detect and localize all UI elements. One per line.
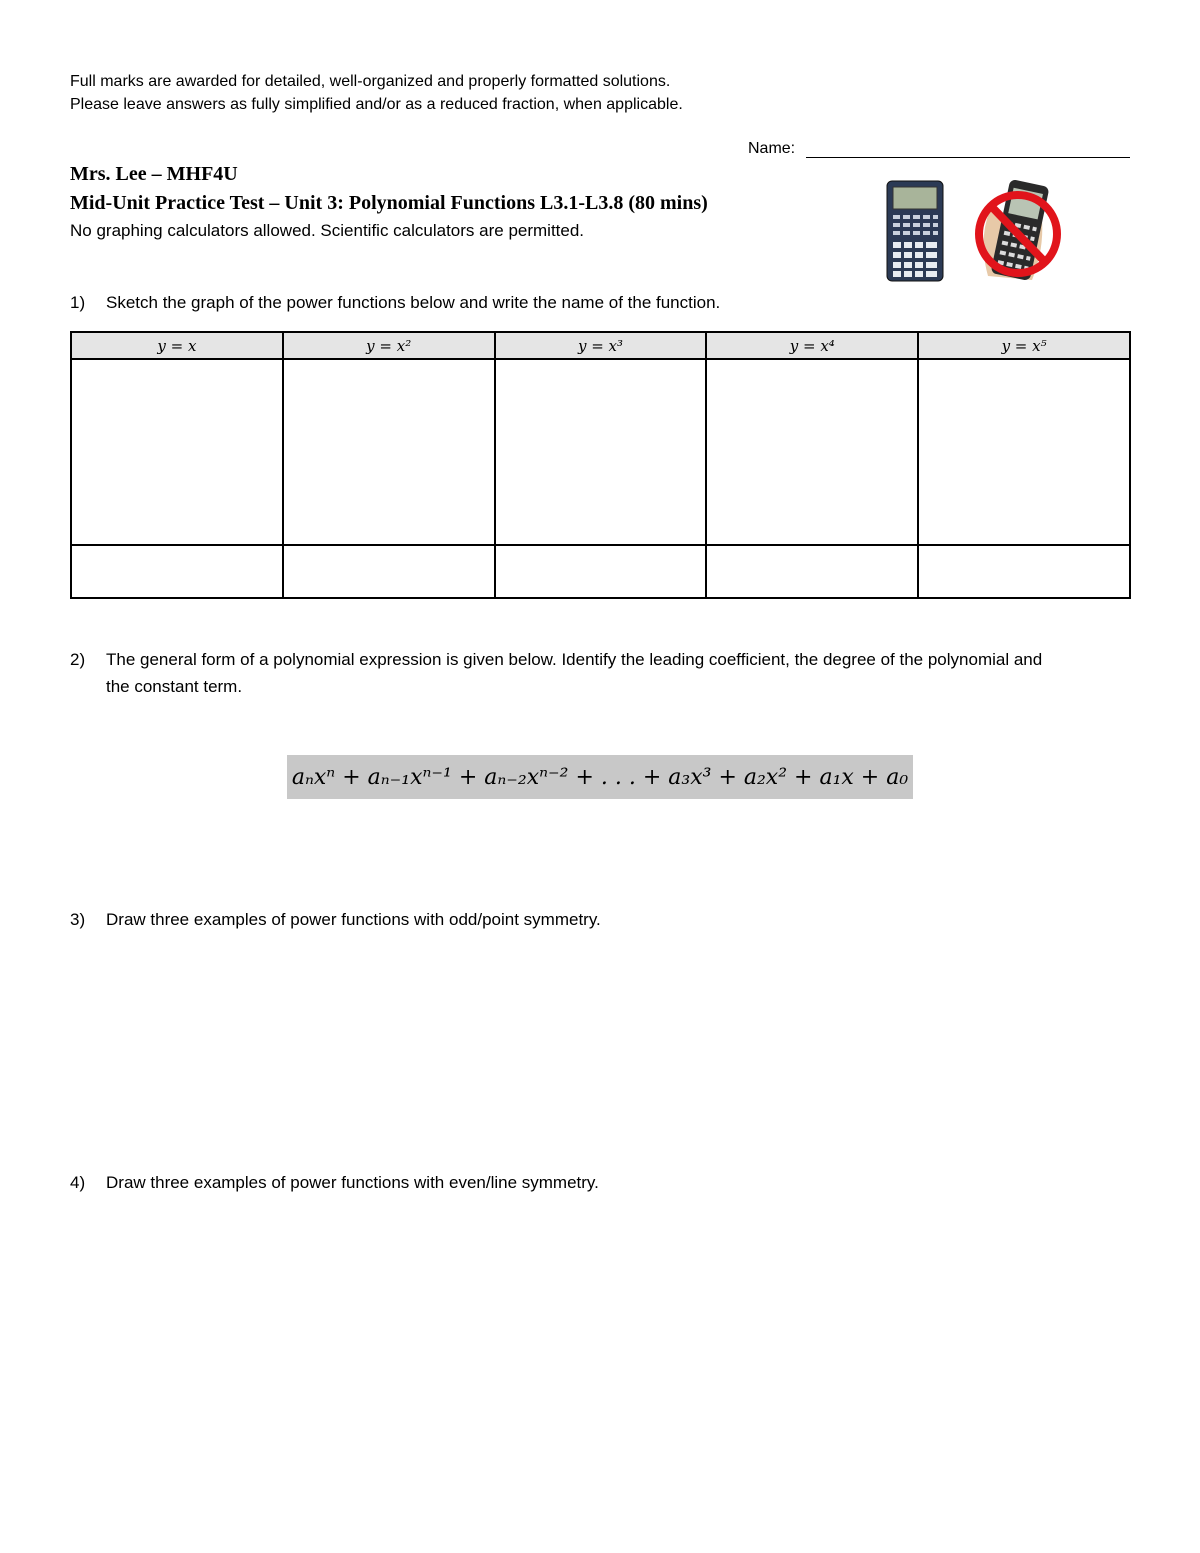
instructions xyxy=(70,70,683,116)
function-name-cell[interactable] xyxy=(918,545,1130,598)
scientific-calculator-icon xyxy=(886,180,944,282)
graph-cell[interactable] xyxy=(706,359,918,545)
no-graphing-calculator-icon xyxy=(972,180,1064,284)
graph-cell[interactable] xyxy=(495,359,707,545)
question-number: 1) xyxy=(70,293,86,312)
test-title: Mid-Unit Practice Test – Unit 3: Polynomial Functions L3.1-L3.8 (80 mins) xyxy=(70,192,708,214)
table-header: y = x² xyxy=(283,332,495,359)
question-3 xyxy=(70,910,601,930)
instruction-line: Please leave answers as fully simplified and/or as a reduced fraction, when applicable. xyxy=(70,96,683,113)
name-label: Name: xyxy=(748,140,796,157)
question-4 xyxy=(70,1173,599,1193)
power-functions-table xyxy=(70,331,1131,599)
function-name-cell[interactable] xyxy=(71,545,283,598)
instruction-line: Full marks are awarded for detailed, well-organized and properly formatted solutions. xyxy=(70,73,671,90)
question-text: The general form of a polynomial expression is given below. Identify the leading coefficient, the degree of the polynomial and the constant term. xyxy=(106,650,1043,696)
function-name-cell[interactable] xyxy=(706,545,918,598)
table-header: y = x xyxy=(71,332,283,359)
table-header-row xyxy=(71,332,1130,359)
question-number: 4) xyxy=(70,1173,86,1192)
function-name-cell[interactable] xyxy=(495,545,707,598)
graph-row xyxy=(71,359,1130,545)
question-2 xyxy=(70,646,1070,700)
question-text: Draw three examples of power functions with even/line symmetry. xyxy=(106,1173,599,1192)
question-number: 3) xyxy=(70,910,86,929)
table-header: y = x⁵ xyxy=(918,332,1130,359)
function-name-row xyxy=(71,545,1130,598)
question-text: Sketch the graph of the power functions below and write the name of the function. xyxy=(106,293,721,312)
function-name-cell[interactable] xyxy=(283,545,495,598)
name-field[interactable] xyxy=(806,157,1130,158)
polynomial-formula: aₙxⁿ + aₙ₋₁xⁿ⁻¹ + aₙ₋₂xⁿ⁻² + . . . + a₃x³ + a₂x² + a₁x + a₀ xyxy=(287,755,913,799)
question-text: Draw three examples of power functions with odd/point symmetry. xyxy=(106,910,601,929)
table-header: y = x⁴ xyxy=(706,332,918,359)
question-1 xyxy=(70,293,720,313)
table-header: y = x³ xyxy=(495,332,707,359)
graph-cell[interactable] xyxy=(71,359,283,545)
question-number: 2) xyxy=(70,650,86,669)
teacher-course: Mrs. Lee – MHF4U xyxy=(70,163,238,185)
graph-cell[interactable] xyxy=(918,359,1130,545)
graph-cell[interactable] xyxy=(283,359,495,545)
calculator-note: No graphing calculators allowed. Scientific calculators are permitted. xyxy=(70,221,585,240)
